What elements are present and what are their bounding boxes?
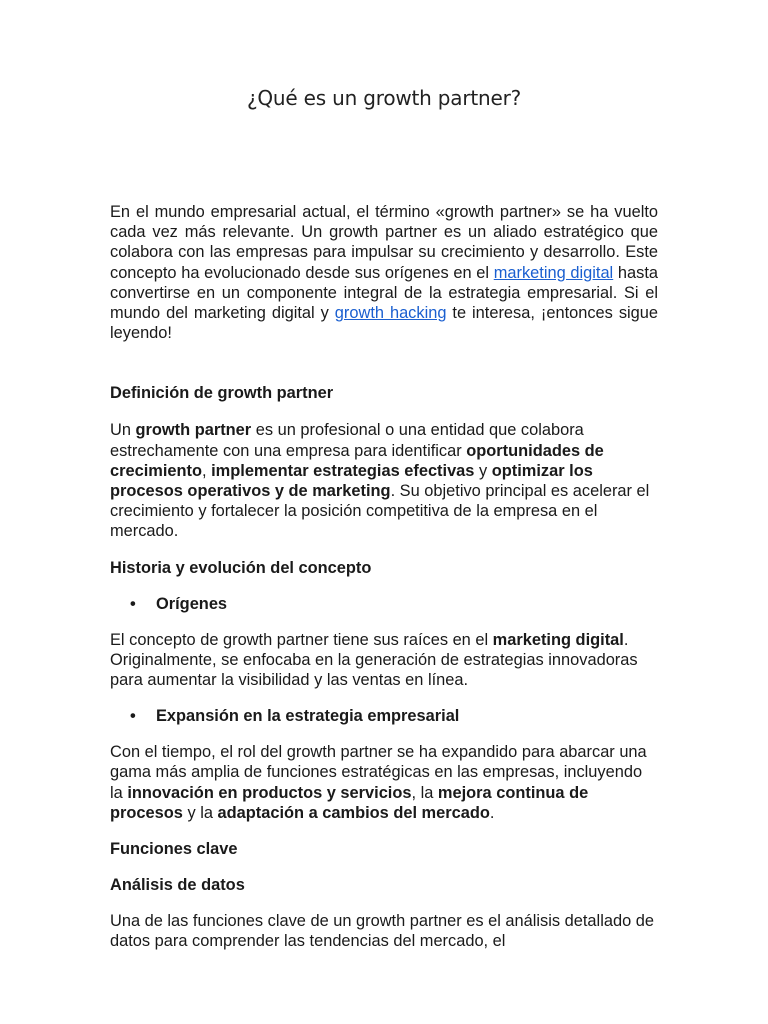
expansion-text-3: y la: [182, 803, 218, 822]
marketing-digital-link[interactable]: marketing digital: [493, 263, 614, 282]
definicion-text-2: es un profesional o una entidad que colabora estrechamente con una empresa para identificar: [110, 421, 584, 460]
expansion-text-4: .: [489, 803, 495, 822]
definicion-text-5: . Su objetivo principal es acelerar el crecimiento y fortalecer la posición competitiva de la empresa en el mercado.: [110, 482, 650, 541]
bullet-origenes: [110, 594, 658, 614]
expansion-text-1: Con el tiempo, el rol del growth partner se ha expandido para abarcar una gama más amplia de funciones estratégicas en las empresas, incluyendo la: [110, 743, 647, 802]
expansion-bold-3: adaptación a cambios del mercado: [217, 803, 490, 822]
definicion-paragraph: [110, 420, 658, 541]
funciones-heading: Funciones clave: [110, 840, 238, 859]
definicion-bold-2: oportunidades de crecimiento: [110, 441, 604, 480]
bullet-expansion: [110, 706, 658, 726]
bullet-origenes-label: Orígenes: [156, 594, 228, 613]
bullet-expansion-label: Expansión en la estrategia empresarial: [156, 707, 460, 726]
expansion-bold-2: mejora continua de procesos: [110, 783, 589, 822]
definicion-text-4: y: [474, 461, 492, 480]
expansion-text-2: , la: [411, 783, 438, 802]
origenes-bold-1: marketing digital: [492, 630, 624, 649]
intro-text-2: hasta convertirse en un componente integral de la estrategia empresarial. Si el mundo del marketing digital y: [110, 263, 658, 323]
intro-text-3: te interesa, ¡entonces sigue leyendo!: [110, 304, 658, 343]
analisis-paragraph: Una de las funciones clave de un growth partner es el análisis detallado de datos para comprender las tendencias del mercado, el: [110, 912, 654, 951]
definicion-bold-1: growth partner: [135, 421, 252, 440]
intro-paragraph: [110, 202, 658, 343]
definicion-bold-3: implementar estrategias efectivas: [211, 461, 475, 480]
definicion-text-1: Un: [110, 421, 136, 440]
origenes-paragraph: [110, 630, 658, 691]
bullet-dot-icon: •: [130, 594, 136, 613]
definicion-bold-4: optimizar los procesos operativos y de marketing: [110, 461, 593, 501]
origenes-text-1: El concepto de growth partner tiene sus raíces en el: [110, 630, 493, 649]
expansion-bold-1: innovación en productos y servicios: [127, 783, 412, 802]
growth-hacking-link[interactable]: growth hacking: [334, 304, 447, 323]
document-body: [110, 202, 658, 951]
expansion-paragraph: [110, 742, 658, 823]
definicion-text-3: ,: [202, 461, 212, 480]
origenes-text-2: . Originalmente, se enfocaba en la generación de estrategias innovadoras para aumentar la visibilidad y las ventas en línea.: [110, 630, 638, 690]
historia-heading: Historia y evolución del concepto: [110, 558, 372, 577]
definicion-heading: Definición de growth partner: [110, 384, 334, 403]
analisis-heading: Análisis de datos: [110, 876, 245, 895]
bullet-dot-icon: •: [130, 707, 136, 726]
intro-text-1: En el mundo empresarial actual, el término «growth partner» se ha vuelto cada vez más relevante. Un growth partner es un aliado estratégico que colabora con las empresas para impulsar su crecimiento y desarrollo. Este concepto ha evolucionado desde sus orígenes en el: [110, 203, 658, 282]
document-title: ¿Qué es un growth partner?: [246, 86, 522, 110]
